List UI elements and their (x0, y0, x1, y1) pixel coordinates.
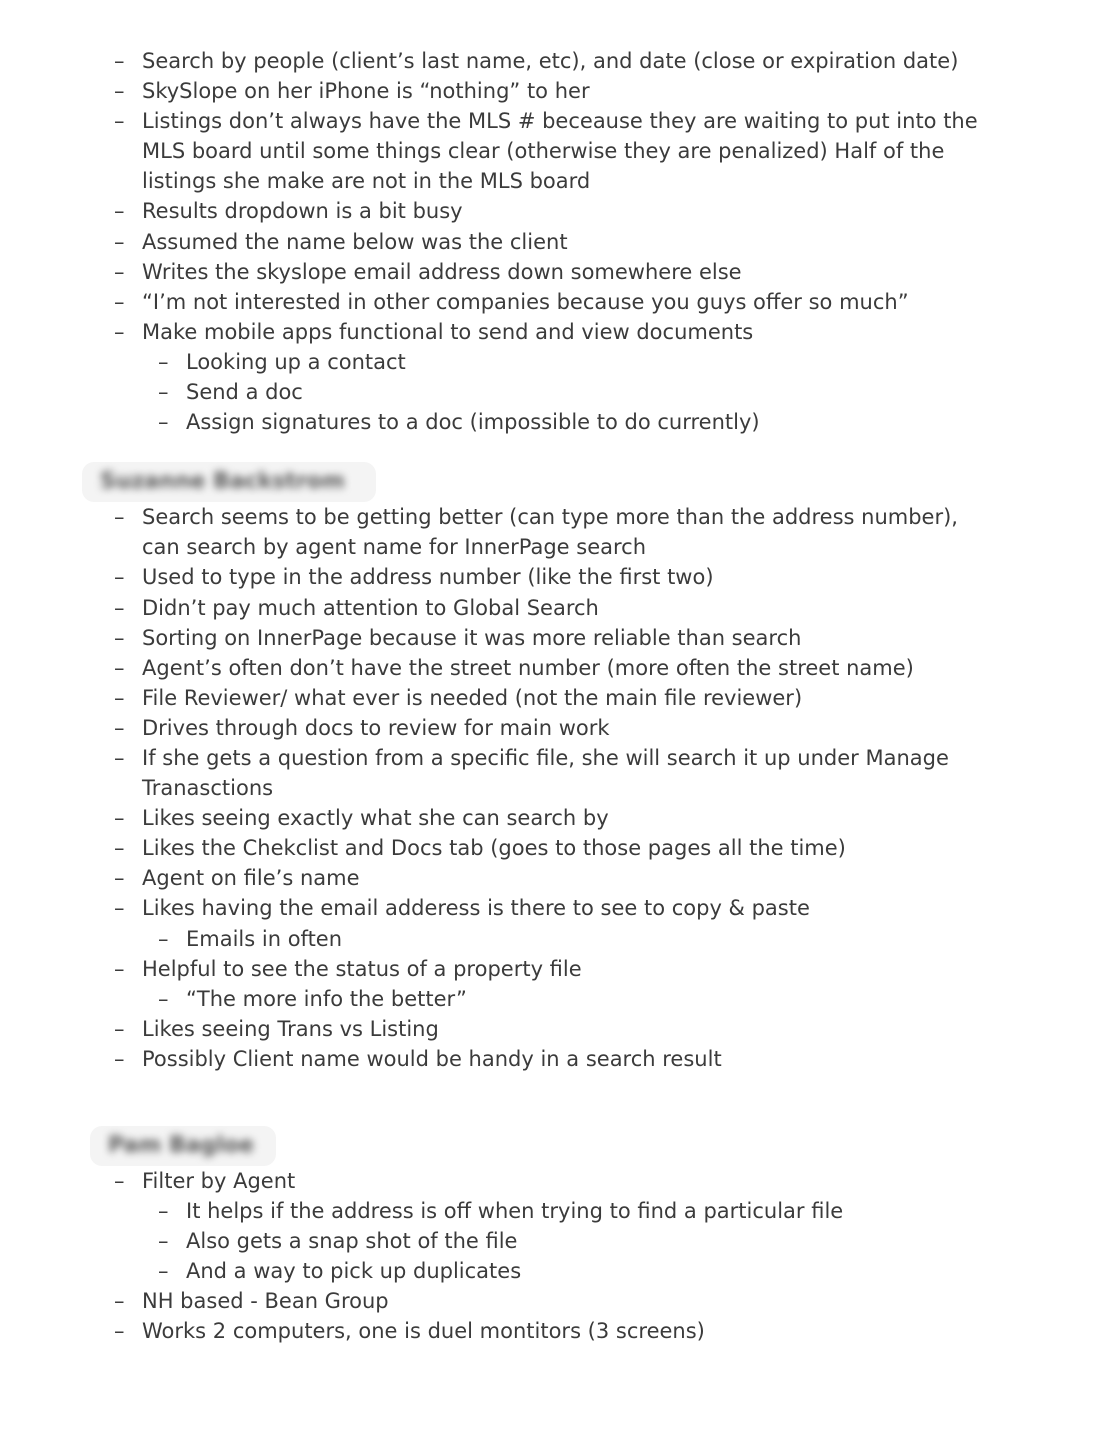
list-item (0, 196, 1098, 226)
list-item-text: NH based - Bean Group (142, 1289, 389, 1314)
notes-list-section-3 (0, 1166, 1098, 1347)
bullet-dash: – (158, 1259, 169, 1284)
list-item-text: Agent on file’s name (142, 866, 360, 891)
list-item (0, 317, 1098, 347)
bullet-dash: – (114, 625, 125, 650)
notes-document (0, 46, 1098, 1347)
list-item-text: Also gets a snap shot of the file (186, 1229, 518, 1254)
bullet-dash: – (158, 410, 169, 435)
list-item-text: Send a doc (186, 380, 303, 405)
list-item (0, 954, 1098, 984)
list-item-text: Sorting on InnerPage because it was more reliable than search (142, 625, 802, 650)
list-item (0, 743, 1098, 803)
list-item (0, 1316, 1098, 1346)
list-item (0, 1166, 1098, 1196)
bullet-dash: – (114, 229, 125, 254)
list-item-text: Search by people (client’s last name, etc), and date (close or expiration date) (142, 49, 959, 73)
bullet-dash: – (114, 685, 125, 710)
list-item-text: Search seems to be getting better (can type more than the address number), can search by agent name for InnerPage search (142, 505, 958, 560)
list-item (0, 863, 1098, 893)
list-item-text: Likes having the email adderess is there to see to copy & paste (142, 896, 810, 921)
bullet-dash: – (114, 715, 125, 740)
list-item-text: Looking up a contact (186, 349, 406, 374)
bullet-dash: – (114, 1169, 125, 1193)
bullet-dash: – (114, 806, 125, 831)
notes-list-section-2 (0, 502, 1098, 1074)
list-item-text: Possibly Client name would be handy in a search result (142, 1046, 722, 1071)
bullet-dash: – (114, 289, 125, 314)
sub-list-item (0, 1256, 1098, 1286)
redacted-name-blur (90, 1126, 276, 1166)
bullet-dash: – (114, 565, 125, 590)
notes-list-section-1 (0, 46, 1098, 437)
bullet-dash: – (158, 1229, 169, 1254)
sub-list-item (0, 1226, 1098, 1256)
list-item (0, 683, 1098, 713)
sub-list-item (0, 377, 1098, 407)
list-item (0, 1014, 1098, 1044)
bullet-dash: – (158, 926, 169, 951)
bullet-dash: – (114, 896, 125, 921)
list-item-text: It helps if the address is off when trying to find a particular file (186, 1199, 844, 1224)
list-item-text: Likes seeing Trans vs Listing (142, 1016, 439, 1041)
bullet-dash: – (114, 1319, 125, 1344)
list-item (0, 833, 1098, 863)
list-item (0, 623, 1098, 653)
section-heading-text: Suzanne Backstrom (100, 469, 345, 495)
list-item-text: File Reviewer/ what ever is needed (not the main file reviewer) (142, 685, 803, 710)
list-item-text: Didn’t pay much attention to Global Search (142, 595, 599, 620)
list-item-text: Works 2 computers, one is duel montitors (3 screens) (142, 1319, 705, 1344)
list-item-text: If she gets a question from a specific file, she will search it up under Manage Tranasctions (142, 745, 949, 801)
list-item (0, 257, 1098, 287)
bullet-dash: – (114, 109, 125, 134)
list-item (0, 593, 1098, 623)
bullet-dash: – (114, 745, 125, 770)
bullet-dash: – (114, 866, 125, 891)
sub-list-item (0, 407, 1098, 437)
list-item-text: Drives through docs to review for main work (142, 715, 610, 740)
section-heading-text: Pam Bagloe (108, 1133, 254, 1158)
list-item (0, 893, 1098, 923)
bullet-dash: – (114, 259, 125, 284)
list-item (0, 76, 1098, 106)
list-item-text: Likes seeing exactly what she can search by (142, 806, 609, 831)
bullet-dash: – (114, 79, 125, 104)
list-item-text: Agent’s often don’t have the street number (more often the street name) (142, 655, 914, 680)
list-item-text: Make mobile apps functional to send and view documents (142, 319, 754, 344)
redacted-name-blur (82, 462, 376, 502)
bullet-dash: – (158, 986, 169, 1011)
bullet-dash: – (114, 1016, 125, 1041)
list-item-text: Emails in often (186, 926, 343, 951)
sub-list-item (0, 1196, 1098, 1226)
list-item-text: Listings don’t always have the MLS # beceause they are waiting to put into the MLS board until some things clear (otherwise they are penalized) Half of the listings she make are not in the MLS board (142, 109, 978, 194)
bullet-dash: – (114, 836, 125, 861)
bullet-dash: – (114, 199, 125, 224)
list-item-text: Likes the Chekclist and Docs tab (goes to those pages all the time) (142, 836, 846, 861)
list-item (0, 713, 1098, 743)
list-item-text: Filter by Agent (142, 1169, 296, 1193)
bullet-dash: – (114, 1289, 125, 1314)
bullet-dash: – (114, 1046, 125, 1071)
list-item-text: “I’m not interested in other companies because you guys offer so much” (142, 289, 909, 314)
sub-list-item (0, 347, 1098, 377)
bullet-dash: – (114, 595, 125, 620)
list-item-text: And a way to pick up duplicates (186, 1259, 522, 1284)
list-item (0, 803, 1098, 833)
list-item-text: Helpful to see the status of a property file (142, 956, 582, 981)
list-item-text: Used to type in the address number (like the first two) (142, 565, 714, 590)
list-item (0, 227, 1098, 257)
list-item-text: SkySlope on her iPhone is “nothing” to her (142, 79, 590, 104)
bullet-dash: – (158, 380, 169, 405)
bullet-dash: – (158, 349, 169, 374)
list-item-text: Results dropdown is a bit busy (142, 199, 463, 224)
list-item (0, 1286, 1098, 1316)
list-item (0, 562, 1098, 592)
list-item (0, 502, 1098, 562)
bullet-dash: – (114, 49, 125, 73)
section-heading-2 (0, 462, 1098, 502)
sub-list-item (0, 924, 1098, 954)
list-item-text: Assumed the name below was the client (142, 229, 568, 254)
bullet-dash: – (158, 1199, 169, 1224)
list-item (0, 106, 1098, 196)
list-item-text: Assign signatures to a doc (impossible to do currently) (186, 410, 760, 435)
section-heading-3 (0, 1126, 1098, 1166)
list-item (0, 653, 1098, 683)
list-item-text: “The more info the better” (186, 986, 467, 1011)
bullet-dash: – (114, 956, 125, 981)
list-item (0, 1044, 1098, 1074)
bullet-dash: – (114, 505, 125, 530)
list-item (0, 287, 1098, 317)
list-item-text: Writes the skyslope email address down somewhere else (142, 259, 742, 284)
bullet-dash: – (114, 655, 125, 680)
bullet-dash: – (114, 319, 125, 344)
sub-list-item (0, 984, 1098, 1014)
list-item (0, 46, 1098, 76)
